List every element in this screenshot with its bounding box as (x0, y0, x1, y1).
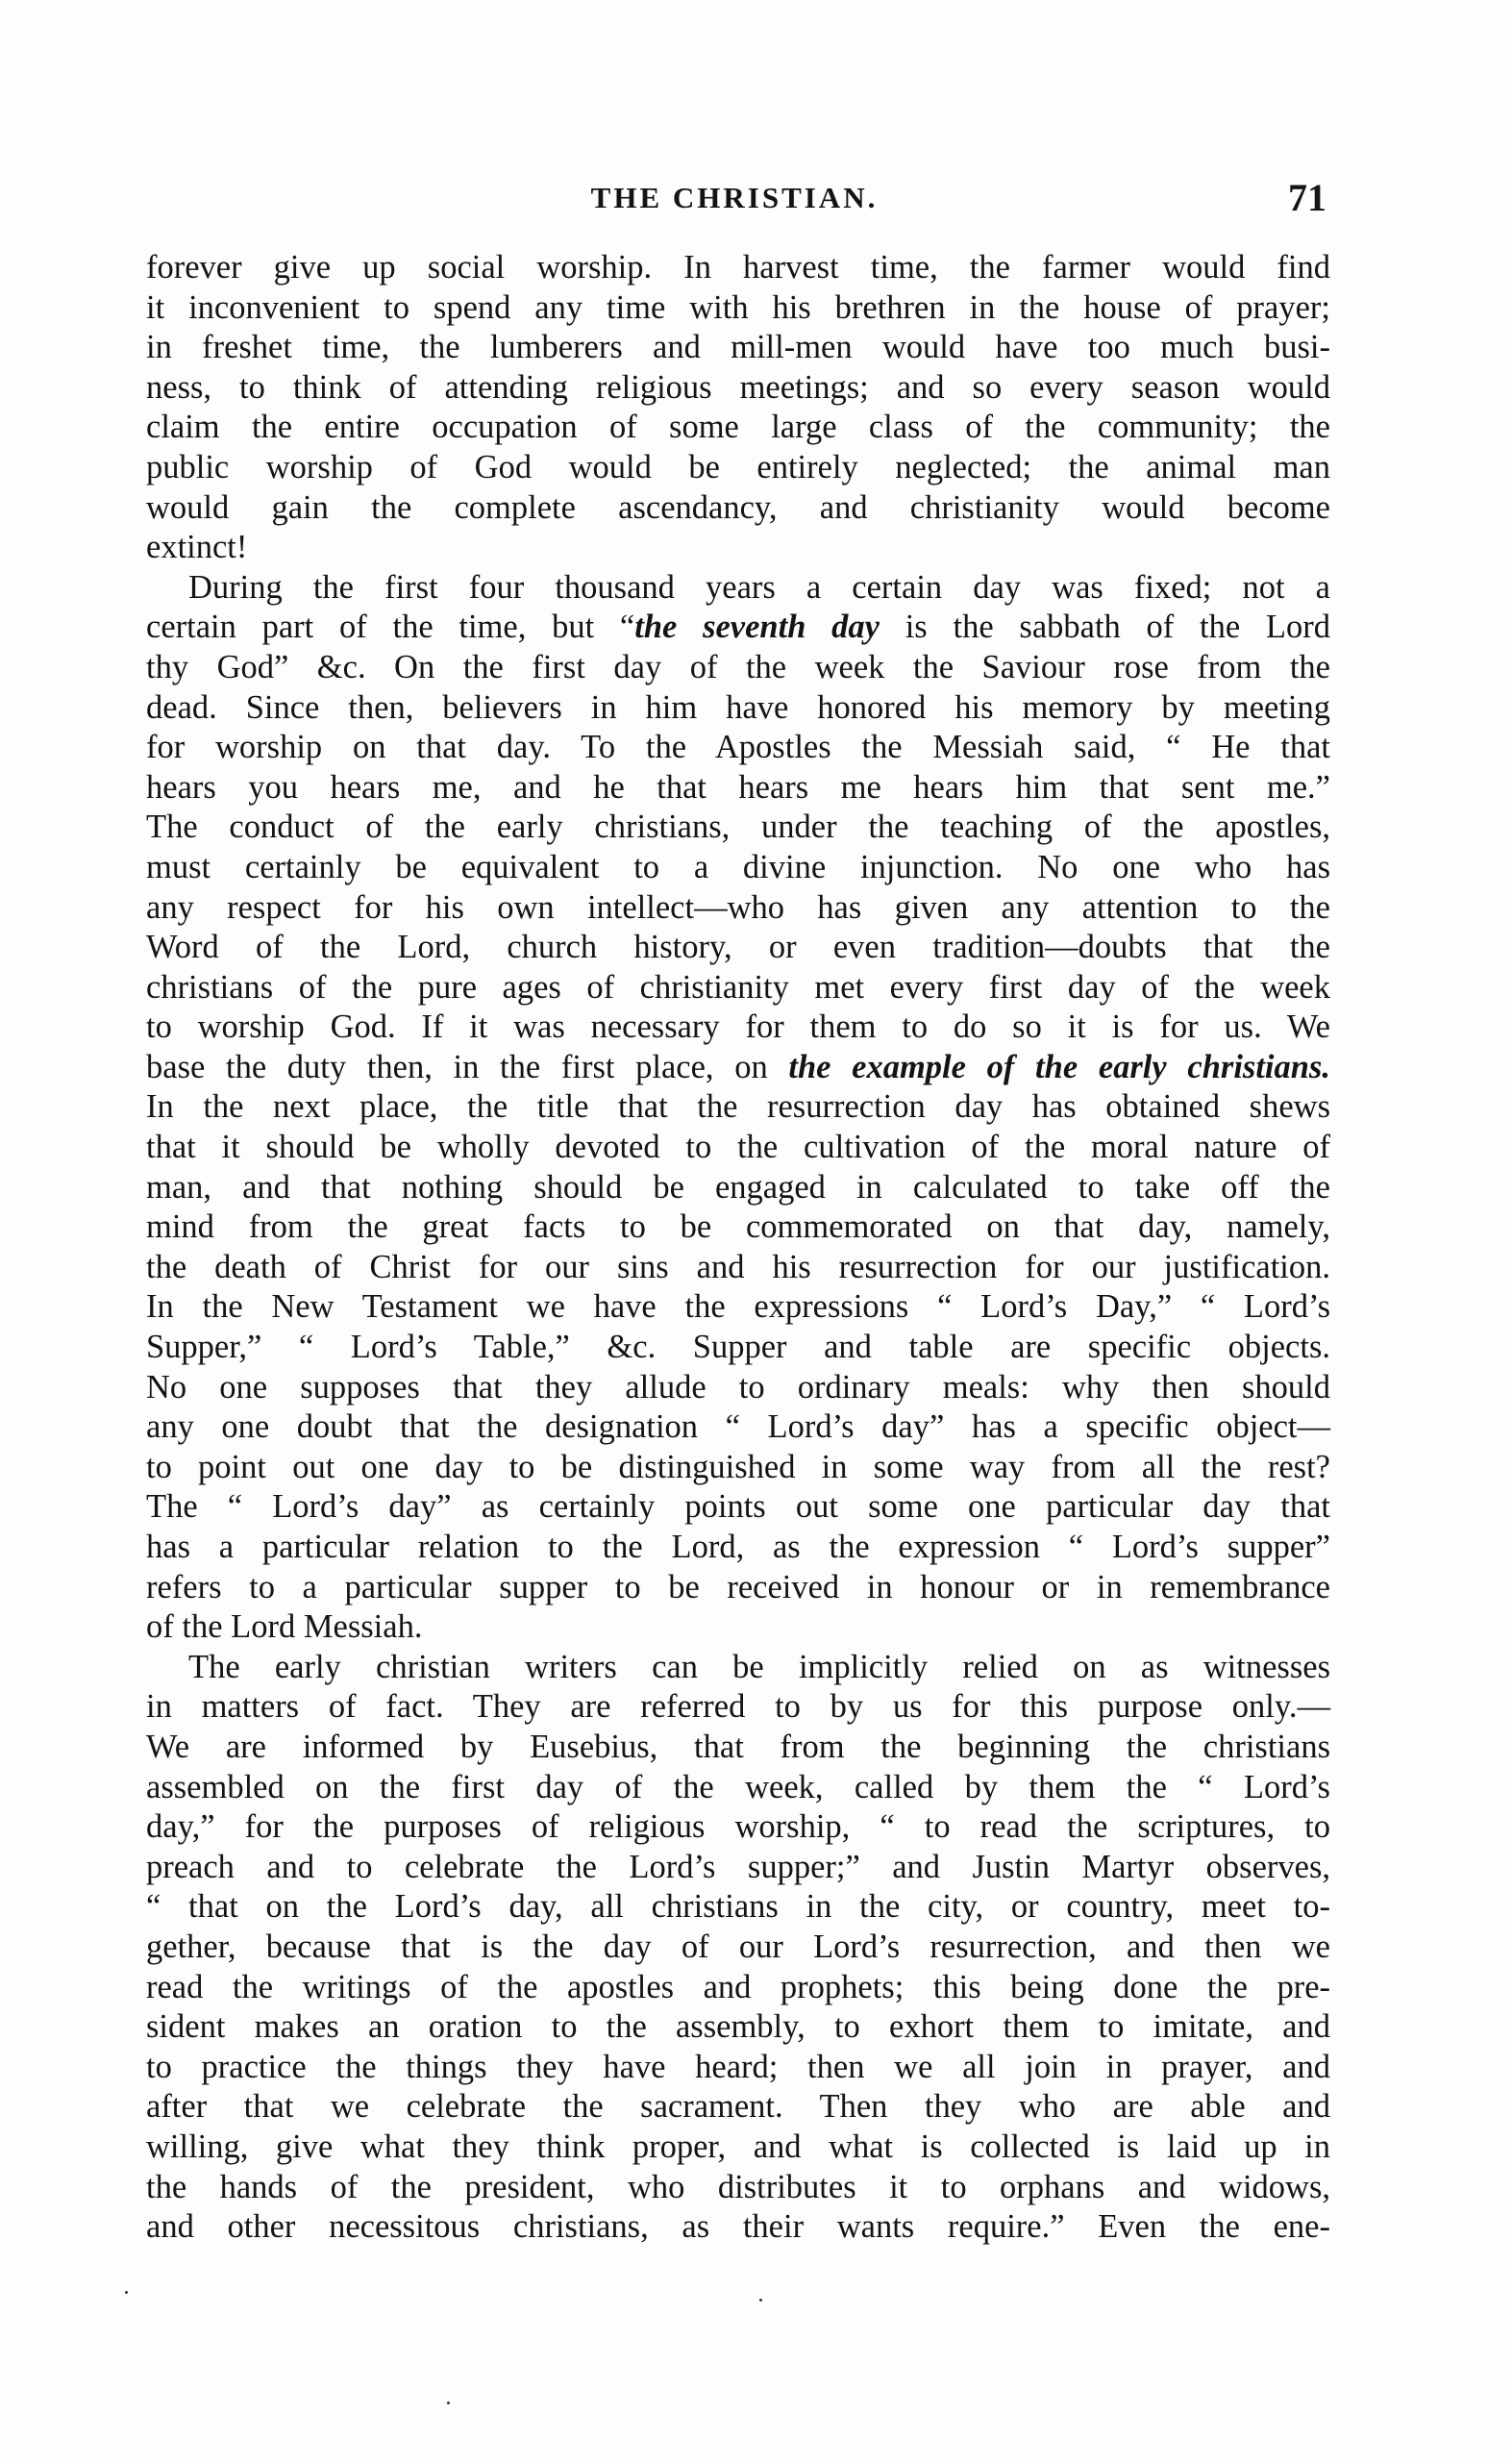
text-line: to practice the things they have heard; then we all join in prayer, and (146, 2048, 1330, 2085)
text-line: hears you hears me, and he that hears me hears him that sent me.” (146, 768, 1330, 806)
text-line: We are informed by Eusebius, that from the beginning the christians (146, 1728, 1330, 1765)
body-text (146, 248, 1330, 2248)
text-line: and other necessitous christians, as their wants require.” Even the ene- (146, 2208, 1330, 2246)
text-line: to worship God. If it was necessary for them to do so it is for us. We (146, 1008, 1330, 1046)
text-line: forever give up social worship. In harvest time, the farmer would find (146, 249, 1330, 286)
text-line: must certainly be equivalent to a divine injunction. No one who has (146, 848, 1330, 885)
text-line: mind from the great facts to be commemorated on that day, namely, (146, 1208, 1330, 1246)
text-line: christians of the pure ages of christianity met every first day of the week (146, 968, 1330, 1006)
text-line: the death of Christ for our sins and his resurrection for our justification. (146, 1248, 1330, 1285)
italic-phrase: the example of the early christians. (788, 1048, 1330, 1085)
text-line: ness, to think of attending religious meetings; and so every season would (146, 368, 1330, 406)
text-line: for worship on that day. To the Apostles the Messiah said, “ He that (146, 729, 1330, 766)
text-line: During the first four thousand years a certain day was fixed; not a (188, 568, 1330, 606)
italic-phrase: the seventh day (634, 609, 880, 646)
text-line: has a particular relation to the Lord, as the expression “ Lord’s supper” (146, 1529, 1330, 1565)
print-speck (447, 2402, 450, 2404)
text-line: Word of the Lord, church history, or even tradition—doubts that the (146, 929, 1330, 966)
text-line: In the New Testament we have the expressions “ Lord’s Day,” “ Lord’s (146, 1288, 1330, 1326)
text-line: claim the entire occupation of some large class of the community; the (146, 409, 1330, 446)
text-line: willing, give what they think proper, and what is collected is laid up in (146, 2128, 1330, 2165)
text-line: The early christian writers can be implicitly relied on as witnesses (188, 1648, 1330, 1685)
text-line: No one supposes that they allude to ordinary meals: why then should (146, 1368, 1330, 1406)
text-line: would gain the complete ascendancy, and christianity would become (146, 488, 1330, 526)
text-run: is the sabbath of the Lord (879, 609, 1330, 646)
text-line (146, 1048, 1330, 1088)
text-line: day,” for the purposes of religious worship, “ to read the scriptures, to (146, 1808, 1330, 1846)
text-line: The conduct of the early christians, under the teaching of the apostles, (146, 809, 1330, 846)
text-line: sident makes an oration to the assembly, to exhort them to imitate, and (146, 2008, 1330, 2046)
text-line: In the next place, the title that the resurrection day has obtained shews (146, 1088, 1330, 1126)
text-line: public worship of God would be entirely neglected; the animal man (146, 448, 1330, 485)
text-line: Supper,” “ Lord’s Table,” &c. Supper and table are specific objects. (146, 1329, 1330, 1366)
text-line: to point out one day to be distinguished in some way from all the rest? (146, 1448, 1330, 1485)
text-line: thy God” &c. On the first day of the week the Saviour rose from the (146, 648, 1330, 685)
text-line: refers to a particular supper to be received in honour or in remembrance (146, 1568, 1330, 1605)
text-line: in freshet time, the lumberers and mill-men would have too much busi- (146, 329, 1330, 366)
text-run: certain part of the time, but “ (146, 609, 635, 646)
text-line: it inconvenient to spend any time with his brethren in the house of prayer; (146, 288, 1330, 326)
running-title: THE CHRISTIAN. (590, 181, 879, 214)
text-line: that it should be wholly devoted to the cultivation of the moral nature of (146, 1129, 1330, 1166)
text-line: The “ Lord’s day” as certainly points out some one particular day that (146, 1488, 1330, 1526)
text-line: the hands of the president, who distributes it to orphans and widows, (146, 2168, 1330, 2205)
text-run: base the duty then, in the first place, on (146, 1048, 789, 1085)
print-speck (759, 2299, 762, 2302)
running-head (142, 176, 1326, 229)
text-line: man, and that nothing should be engaged in calculated to take off the (146, 1168, 1330, 1206)
text-line: after that we celebrate the sacrament. Then they who are able and (146, 2088, 1330, 2126)
print-speck (125, 2291, 128, 2294)
text-line: extinct! (146, 529, 248, 566)
text-line: read the writings of the apostles and prophets; this being done the pre- (146, 1968, 1330, 2005)
text-line: any one doubt that the designation “ Lord’s day” has a specific object— (146, 1408, 1330, 1446)
text-line: any respect for his own intellect—who has given any attention to the (146, 888, 1330, 926)
text-line: gether, because that is the day of our Lord’s resurrection, and then we (146, 1928, 1330, 1965)
text-line: of the Lord Messiah. (146, 1608, 423, 1646)
text-line: in matters of fact. They are referred to by us for this purpose only.— (146, 1688, 1330, 1726)
text-line: “ that on the Lord’s day, all christians in the city, or country, meet to- (146, 1888, 1330, 1926)
page-number: 71 (1288, 176, 1326, 219)
text-line: dead. Since then, believers in him have honored his memory by meeting (146, 688, 1330, 726)
text-line: preach and to celebrate the Lord’s supper;” and Justin Martyr observes, (146, 1848, 1330, 1885)
text-line (146, 608, 1330, 648)
text-line: assembled on the first day of the week, called by them the “ Lord’s (146, 1768, 1330, 1805)
